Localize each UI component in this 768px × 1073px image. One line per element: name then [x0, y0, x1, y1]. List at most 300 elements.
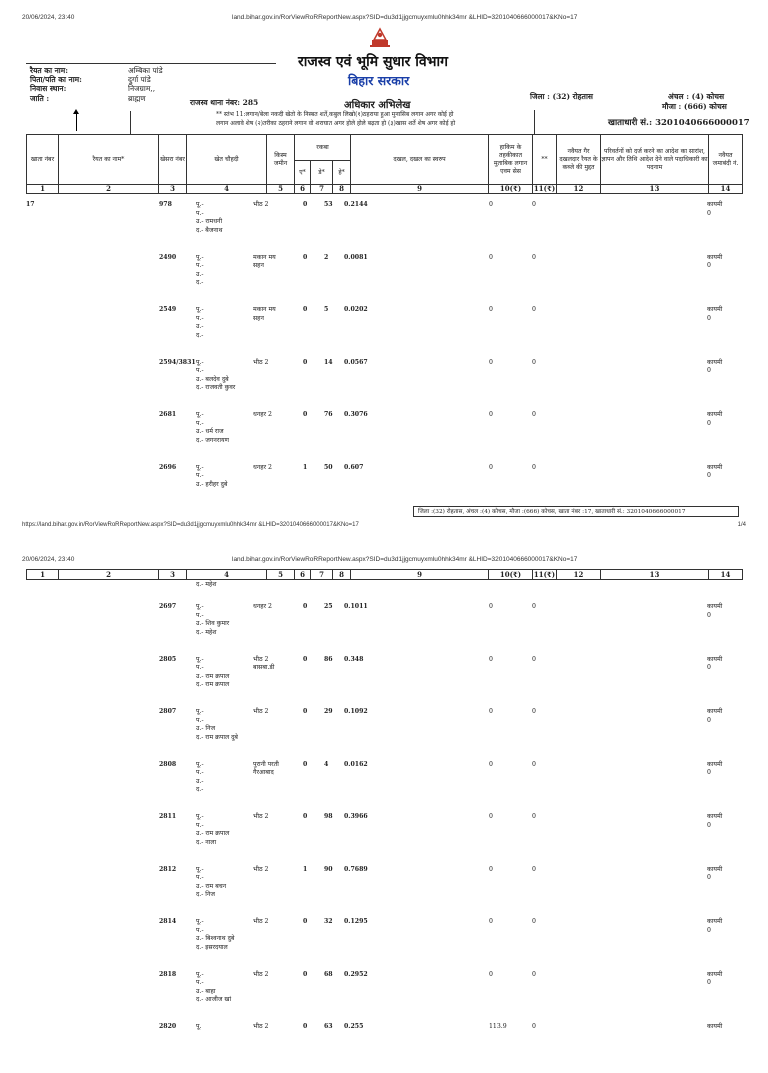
- rent-cell: 0: [489, 813, 493, 820]
- area-acre-cell: 0: [303, 411, 308, 418]
- land-kind-cell-line: भीठ 2: [253, 1023, 269, 1030]
- bounds-cell-line: प.-: [196, 979, 204, 986]
- area-acre-cell: 0: [303, 201, 308, 208]
- cess-cell: 0: [532, 655, 536, 663]
- nawiyat-cell-line: कायमी: [707, 358, 723, 366]
- table-row: [22, 603, 746, 653]
- khesra-number-cell: 2820: [159, 1023, 177, 1030]
- table-row: [22, 254, 746, 304]
- area-decimal-cell: 98: [324, 813, 333, 820]
- bounds-cell-line: उ.- राम क्रपाल: [196, 672, 230, 680]
- bounds-cell: [196, 1023, 201, 1032]
- land-kind-cell: [253, 656, 299, 673]
- nawiyat-cell: [707, 411, 722, 428]
- col-num: 12: [557, 185, 601, 194]
- print-date: 20/06/2024, 23:40: [22, 556, 75, 563]
- nawiyat-cell: [707, 813, 722, 830]
- page1-rows: [22, 201, 746, 501]
- caste-label: जाति :: [30, 94, 50, 103]
- area-decimal-cell: 53: [324, 201, 333, 208]
- bounds-cell-line: द.-: [196, 279, 204, 286]
- bounds-cell: [196, 464, 227, 490]
- nawiyat-cell: [707, 464, 722, 481]
- cess-cell: 0: [532, 603, 536, 610]
- rent-cell: 0: [489, 603, 493, 610]
- cess-cell: 0: [532, 306, 536, 313]
- khesra-number-cell: 2490: [159, 253, 177, 261]
- table-row: [22, 411, 746, 461]
- land-kind-cell-line: मकान मय: [253, 253, 276, 261]
- cess-cell: 0: [532, 358, 536, 366]
- nawiyat-cell-line: कायमी: [707, 411, 723, 418]
- area-decimal-cell: 32: [324, 918, 333, 925]
- land-kind-cell-line: बासबा.डी: [253, 664, 275, 671]
- print-footer-url[interactable]: https://land.bihar.gov.in/RorViewRoRReportNew.aspx?SID=du3d1jjgcmuyxmlu0hhk34mr &LHID=3201040666000017&KNo=17: [22, 522, 359, 528]
- land-kind-cell-line: धनहर 2: [253, 411, 272, 418]
- bounds-cell-line: द.- आजीज खां: [196, 996, 232, 1003]
- nawiyat-cell-line: 0: [707, 472, 711, 479]
- table-row: [22, 866, 746, 916]
- bounds-cell-line: प.-: [196, 926, 204, 934]
- bounds-cell-line: द.-: [196, 786, 204, 793]
- land-kind-cell: [253, 971, 299, 980]
- bounds-cell: [196, 306, 204, 340]
- bihar-emblem-icon: [368, 26, 392, 48]
- col-num: 7: [311, 185, 333, 194]
- bounds-cell: [196, 761, 204, 795]
- land-kind-cell: [253, 1023, 299, 1032]
- land-kind-cell-line: भीठ 2: [253, 918, 269, 925]
- nawiyat-cell: [707, 971, 722, 988]
- col-rent: हाकिम के तहकीकात मुताबिक लगान एवम सेस: [489, 135, 533, 185]
- area-decimal-cell: 86: [324, 655, 333, 663]
- area-acre-cell: 1: [303, 865, 308, 873]
- cess-cell: 0: [532, 970, 536, 978]
- area-acre-cell: 0: [303, 253, 308, 261]
- bounds-cell-line: द.- राजवती कुवर: [196, 384, 236, 391]
- area-acre-cell: 0: [303, 970, 308, 978]
- land-kind-cell-line: भीठ 2: [253, 813, 269, 820]
- col-num: 10(₹): [489, 185, 533, 194]
- rent-cell: 113.9: [489, 1023, 507, 1030]
- col-nawiyat-jamabandi: नवैयत जमाबंदी नं.: [709, 135, 743, 185]
- nawiyat-cell: [707, 201, 722, 218]
- area-decimal-cell: 76: [324, 411, 333, 418]
- col-num: 3: [159, 185, 187, 194]
- bounds-cell-line: प.-: [196, 419, 204, 427]
- bounds-cell-line: उ.- शिव कुमार: [196, 620, 230, 627]
- cess-cell: 0: [532, 463, 536, 471]
- nawiyat-cell-line: 0: [707, 262, 711, 269]
- bounds-cell-line: द.- राम क्रपाल दुबे: [196, 733, 238, 741]
- bounds-cell-line: पू.-: [196, 201, 204, 208]
- khesra-number-cell: 2681: [159, 411, 177, 418]
- area-acre-cell: 0: [303, 813, 308, 820]
- area-acre-cell: 0: [303, 708, 308, 715]
- area-hectare-cell: 0.0202: [344, 306, 368, 313]
- land-kind-cell-line: धनहर 2: [253, 603, 272, 610]
- rent-cell: 0: [489, 253, 493, 261]
- col-possession: दखल, दखल का स्वरुप: [351, 135, 489, 185]
- print-url[interactable]: land.bihar.gov.in/RorViewRoRReportNew.aspx?SID=du3d1jjgcmuyxmlu0hhk34mr &LHID=3201040666000017&KNo=17: [232, 556, 578, 563]
- bounds-cell-line: प.-: [196, 472, 204, 479]
- col-area: रकबा: [295, 135, 351, 161]
- rent-cell: 0: [489, 708, 493, 715]
- col-num: 6: [295, 185, 311, 194]
- bounds-cell-line: प.-: [196, 611, 204, 619]
- area-acre-cell: 0: [303, 760, 308, 768]
- bounds-cell: [196, 411, 229, 445]
- nawiyat-cell-line: 0: [707, 209, 711, 217]
- cess-cell: 0: [532, 411, 536, 418]
- col-num: 1: [27, 570, 59, 580]
- col-raiyat: रैयत का नाम*: [59, 135, 159, 185]
- nawiyat-cell-line: कायमी: [707, 603, 723, 610]
- nawiyat-cell-line: 0: [707, 716, 711, 724]
- nawiyat-cell-line: कायमी: [707, 760, 723, 768]
- col-num: 9: [351, 185, 489, 194]
- area-hectare-cell: 0.3966: [344, 813, 368, 820]
- thana-number: राजस्व थाना नंबर: 285: [190, 98, 259, 107]
- area-decimal-cell: 14: [324, 358, 333, 366]
- area-hectare-cell: 0.3076: [344, 411, 368, 418]
- col-num: 2: [59, 570, 159, 580]
- bounds-cell-line: द.- जगनरायण: [196, 436, 230, 444]
- khesra-number-cell: 2814: [159, 918, 177, 925]
- nawiyat-cell: [707, 254, 722, 271]
- area-hectare-cell: 0.2952: [344, 970, 368, 978]
- cess-cell: 0: [532, 253, 536, 261]
- land-kind-cell: [253, 603, 299, 612]
- area-hectare-cell: 0.255: [344, 1023, 364, 1030]
- page-footer-note: जिला :(32) रोहतास, अंचल :(4) कोचस, मौजा :(666) कोचस, खाता नंबर :17, खाताधारी सं.: 3201040666000017: [413, 506, 739, 517]
- nawiyat-cell-line: कायमी: [707, 865, 723, 873]
- area-decimal-cell: 5: [324, 306, 329, 313]
- rent-cell: 0: [489, 358, 493, 366]
- land-kind-cell: [253, 866, 299, 875]
- col-order: परिवर्तनों को दर्ज करने का आदेश का सारांश, ज्ञापन और तिथि आदेश देने वाले पदाधिकारी का पदनाम: [601, 135, 709, 185]
- nawiyat-cell-line: कायमी: [707, 655, 723, 663]
- land-kind-cell-line: भीठ 2: [253, 708, 269, 715]
- rent-cell: 0: [489, 970, 493, 978]
- rent-cell: 0: [489, 655, 493, 663]
- area-hectare-cell: 0.2144: [344, 201, 368, 208]
- rent-cell: 0: [489, 463, 493, 471]
- table-row: [22, 971, 746, 1021]
- khesra-number-cell: 2805: [159, 655, 177, 663]
- col-khesra: खेसरा नंबर: [159, 135, 187, 185]
- father-name-label: पिता/पति का नाम:: [30, 75, 82, 84]
- land-kind-cell: [253, 761, 299, 778]
- khata-holder-number: खाताधारी सं.: 3201040666000017: [608, 118, 750, 128]
- carry-over-text: द.- महेश: [196, 581, 217, 588]
- bounds-cell-line: उ.- बलदेव दुबे: [196, 375, 229, 383]
- nawiyat-cell-line: 0: [707, 979, 711, 986]
- nawiyat-cell-line: कायमी: [707, 463, 723, 471]
- area-acre-cell: 0: [303, 918, 308, 925]
- bounds-cell-line: पू.-: [196, 970, 204, 978]
- land-kind-cell: [253, 918, 299, 927]
- cess-cell: 0: [532, 813, 536, 820]
- nawiyat-cell: [707, 866, 722, 883]
- land-kind-cell: [253, 813, 299, 822]
- area-hectare-cell: 0.1295: [344, 918, 368, 925]
- area-acre-cell: 1: [303, 463, 308, 471]
- column-note: [216, 110, 535, 134]
- bounds-cell-line: उ.- हरीहर दुबे: [196, 480, 228, 488]
- bounds-cell-line: उ.- धर्म राज: [196, 428, 224, 435]
- area-decimal-cell: 90: [324, 865, 333, 873]
- residence-value: निजग्राम,,: [128, 84, 156, 93]
- cess-cell: 0: [532, 201, 536, 208]
- cess-cell: 0: [532, 918, 536, 925]
- print-url[interactable]: land.bihar.gov.in/RorViewRoRReportNew.aspx?SID=du3d1jjgcmuyxmlu0hhk34mr &LHID=3201040666000017&KNo=17: [232, 14, 578, 21]
- land-kind-cell-line: भीठ 2: [253, 865, 269, 873]
- khata-number-cell: 17: [26, 201, 35, 208]
- bounds-cell-line: प.-: [196, 769, 204, 776]
- bounds-cell-line: पू.-: [196, 306, 204, 313]
- nawiyat-cell-line: 0: [707, 874, 711, 881]
- nawiyat-cell-line: कायमी: [707, 708, 723, 715]
- land-kind-cell-line: धनहर 2: [253, 463, 272, 471]
- area-hectare-cell: 0.7689: [344, 865, 368, 873]
- note-line-1: ** स्तंभ 11:लगान/बेला नकदी खेतो के निस्बत शर्ते,कबुल लिखो(१)ठहराया हुआ मुनासिब लगान अगर कोई हो: [216, 111, 454, 118]
- land-kind-cell: [253, 464, 299, 473]
- table-row: [22, 359, 746, 409]
- col-bounds: खेत चौहदी: [187, 135, 267, 185]
- department-title: राजस्व एवं भूमि सुधार विभाग: [298, 54, 449, 70]
- nawiyat-cell-line: 0: [707, 926, 711, 934]
- nawiyat-cell-line: 0: [707, 664, 711, 671]
- bounds-cell-line: पू.-: [196, 865, 204, 873]
- area-decimal-cell: 2: [324, 253, 329, 261]
- area-decimal-cell: 4: [324, 760, 329, 768]
- bounds-cell: [196, 866, 226, 900]
- nawiyat-cell: [707, 603, 722, 620]
- area-acre-cell: 0: [303, 603, 308, 610]
- note-line-2: लगान अलावे शेष (२)तरीका ठहराने लगान वो शराघात अगर होले होले बढ़ता हो (३)खास शर्ते शेष अगर कोई हो: [216, 120, 456, 127]
- government-name: बिहार सरकार: [348, 73, 410, 88]
- land-kind-cell-line: भीठ 2: [253, 655, 269, 663]
- land-kind-cell: [253, 201, 299, 210]
- cess-cell: 0: [532, 760, 536, 768]
- bounds-cell-line: द.-: [196, 331, 204, 339]
- residence-label: निवास स्थान:: [30, 84, 67, 93]
- area-hectare-cell: 0.1092: [344, 708, 368, 715]
- col-num: 9: [351, 570, 489, 580]
- print-date: 20/06/2024, 23:40: [22, 14, 75, 21]
- owner-name-label: रैयत का नाम:: [30, 66, 68, 75]
- area-hectare-cell: 0.607: [344, 463, 364, 471]
- bounds-cell-line: प.-: [196, 664, 204, 671]
- nawiyat-cell-line: 0: [707, 769, 711, 776]
- table-row: [22, 306, 746, 356]
- record-table-header-page2: [26, 569, 743, 580]
- col-num: 14: [709, 570, 743, 580]
- nawiyat-cell-line: कायमी: [707, 813, 723, 820]
- col-num: 8: [333, 570, 351, 580]
- area-decimal-cell: 63: [324, 1023, 333, 1030]
- khesra-number-cell: 2818: [159, 970, 177, 978]
- owner-name-value: अम्बिका पांडे: [128, 66, 163, 75]
- arrow-box: [26, 111, 131, 135]
- land-kind-cell: [253, 359, 299, 368]
- bounds-cell: [196, 918, 234, 952]
- khesra-number-cell: 2594/3831: [159, 358, 196, 366]
- rent-cell: 0: [489, 411, 493, 418]
- area-acre-cell: 0: [303, 358, 308, 366]
- table-row: [22, 201, 746, 251]
- khesra-number-cell: 2696: [159, 463, 177, 471]
- mauja: मौजा : (666) कोचस: [662, 102, 727, 111]
- district: जिला : (32) रोहतास: [530, 92, 593, 101]
- bounds-cell-line: द.- महेश: [196, 628, 217, 636]
- land-kind-cell: [253, 411, 299, 420]
- col-num: 3: [159, 570, 187, 580]
- bounds-cell-line: पू.-: [196, 603, 204, 610]
- area-hectare-cell: 0.0162: [344, 760, 368, 768]
- area-acre-cell: 0: [303, 1023, 308, 1030]
- bounds-cell-line: पू.: [196, 1023, 202, 1030]
- bounds-cell: [196, 656, 229, 690]
- land-kind-cell-line: भीठ 2: [253, 358, 269, 366]
- bounds-cell-line: उ.- निज: [196, 725, 216, 732]
- caste-value: ब्राह्मण: [128, 94, 146, 103]
- bounds-cell: [196, 254, 204, 288]
- nawiyat-cell-line: कायमी: [707, 253, 723, 261]
- bounds-cell: [196, 359, 235, 393]
- bounds-cell-line: पू.-: [196, 918, 204, 925]
- cess-cell: 0: [532, 708, 536, 715]
- land-kind-cell-line: गैरआबाद: [253, 769, 274, 776]
- nawiyat-cell: [707, 1023, 722, 1032]
- bounds-cell: [196, 201, 222, 235]
- bounds-cell-line: प.-: [196, 716, 204, 724]
- nawiyat-cell-line: कायमी: [707, 306, 723, 313]
- nawiyat-cell-line: कायमी: [707, 201, 723, 208]
- bounds-cell-line: प.-: [196, 821, 204, 829]
- nawiyat-cell: [707, 708, 722, 725]
- col-stars: **: [533, 135, 557, 185]
- bounds-cell: [196, 603, 229, 637]
- bounds-cell-line: द.- बैजनाथ: [196, 226, 223, 234]
- rent-cell: 0: [489, 306, 493, 313]
- table-row: [22, 813, 746, 863]
- nawiyat-cell: [707, 761, 722, 778]
- rent-cell: 0: [489, 918, 493, 925]
- nawiyat-cell-line: 0: [707, 821, 711, 829]
- col-num: 12: [557, 570, 601, 580]
- rent-cell: 0: [489, 201, 493, 208]
- bounds-cell-line: उ.-: [196, 323, 204, 330]
- area-decimal-cell: 29: [324, 708, 333, 715]
- land-kind-cell-line: मकान मय: [253, 306, 276, 313]
- land-kind-cell-line: भीठ 2: [253, 201, 269, 208]
- col-hect: हे*: [333, 161, 351, 185]
- bounds-cell-line: पू.-: [196, 813, 204, 820]
- col-num: 4: [187, 570, 267, 580]
- col-num: 2: [59, 185, 159, 194]
- record-table-header: [26, 134, 743, 194]
- area-hectare-cell: 0.1011: [344, 603, 368, 610]
- area-hectare-cell: 0.0567: [344, 358, 368, 366]
- bounds-cell-line: द.- निज: [196, 891, 215, 898]
- col-num: 11(₹): [533, 184, 556, 193]
- cess-cell: 0: [532, 865, 536, 873]
- bounds-cell-line: पू.-: [196, 253, 204, 261]
- col-num: 11(₹): [533, 569, 556, 579]
- col-khata: खाता नंबर: [27, 135, 59, 185]
- khesra-number-cell: 2549: [159, 306, 177, 313]
- land-kind-cell: [253, 254, 299, 271]
- col-dec: डे*: [311, 161, 333, 185]
- bounds-cell-line: पू.-: [196, 655, 204, 663]
- bounds-cell-line: उ.- रामधनी: [196, 218, 223, 225]
- bounds-cell-line: द.- राम क्रपाल: [196, 681, 230, 688]
- khesra-number-cell: 2808: [159, 760, 177, 768]
- col-num: 4: [187, 185, 267, 194]
- col-num: 5: [267, 185, 295, 194]
- bounds-cell-line: उ.- राम बचन: [196, 882, 227, 890]
- bounds-cell-line: उ.- राम क्रपाल: [196, 830, 230, 837]
- col-num: 13: [601, 570, 709, 580]
- rent-cell: 0: [489, 865, 493, 873]
- col-num: 7: [311, 570, 333, 580]
- bounds-cell-line: द.- नाला: [196, 838, 217, 846]
- area-hectare-cell: 0.348: [344, 655, 364, 663]
- nawiyat-cell-line: कायमी: [707, 1023, 723, 1030]
- arrow-up-icon: [76, 113, 77, 131]
- land-kind-cell-line: सहन: [253, 262, 264, 269]
- col-num: 6: [295, 570, 311, 580]
- bounds-cell-line: पू.-: [196, 760, 204, 768]
- bounds-cell-line: पू.-: [196, 708, 204, 715]
- area-decimal-cell: 68: [324, 970, 333, 978]
- bounds-cell-line: उ.- बाहा: [196, 987, 216, 995]
- khesra-number-cell: 978: [159, 201, 172, 208]
- rent-cell: 0: [489, 760, 493, 768]
- nawiyat-cell-line: 0: [707, 419, 711, 427]
- bounds-cell-line: प.-: [196, 314, 204, 322]
- khesra-number-cell: 2697: [159, 603, 177, 610]
- col-kind: किस्म जमीन: [267, 135, 295, 185]
- col-num: 10(₹): [489, 570, 533, 580]
- cess-cell: 0: [532, 1023, 536, 1030]
- area-acre-cell: 0: [303, 655, 308, 663]
- bounds-cell-line: प.-: [196, 209, 204, 217]
- nawiyat-cell-line: 0: [707, 314, 711, 322]
- bounds-cell: [196, 971, 231, 1005]
- col-num: 8: [333, 185, 351, 194]
- nawiyat-cell: [707, 359, 722, 376]
- table-row: [22, 761, 746, 811]
- bounds-cell: [196, 813, 229, 847]
- father-name-value: दुर्गा पांडे: [128, 75, 151, 84]
- khesra-number-cell: 2812: [159, 865, 177, 873]
- page2-rows: [22, 581, 746, 1030]
- bounds-cell-line: प.-: [196, 262, 204, 269]
- record-title: अधिकार अभिलेख: [344, 100, 411, 111]
- land-kind-cell: [253, 306, 299, 323]
- area-decimal-cell: 25: [324, 603, 333, 610]
- nawiyat-cell: [707, 656, 722, 673]
- table-row: [22, 918, 746, 968]
- bounds-cell-line: प.-: [196, 367, 204, 374]
- bounds-cell-line: प.-: [196, 874, 204, 881]
- col-num: 5: [267, 570, 295, 580]
- bounds-cell-line: पू.-: [196, 411, 204, 418]
- area-hectare-cell: 0.0081: [344, 253, 368, 261]
